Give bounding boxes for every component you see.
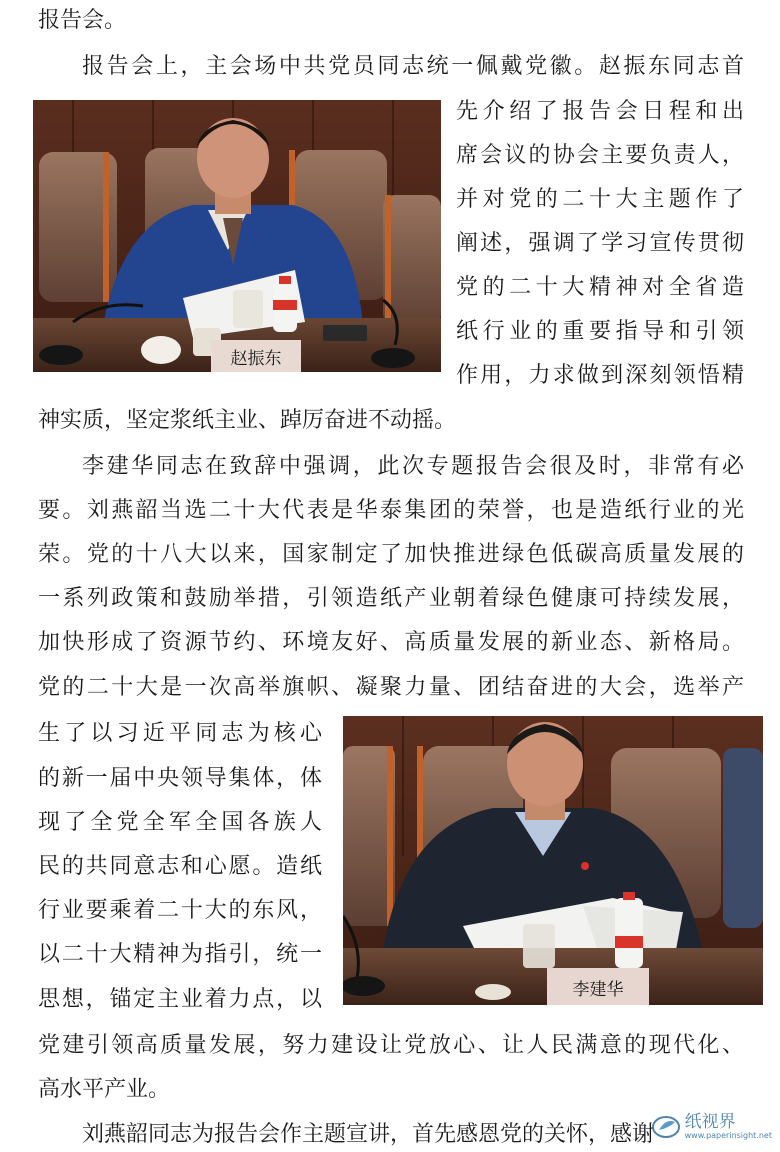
text-line: 要。刘燕韶当选二十大代表是华泰集团的荣誉，也是造纸行业的光 — [38, 498, 744, 523]
svg-text:李建华: 李建华 — [572, 980, 624, 1000]
text-line: 作用，力求做到深刻领悟精 — [456, 363, 744, 388]
text-line: 一系列政策和鼓励举措，引领造纸产业朝着绿色健康可持续发展， — [38, 586, 744, 611]
text-line: 阐述，强调了学习宣传贯彻 — [456, 231, 744, 256]
text-line: 民的共同意志和心愿。造纸 — [38, 854, 322, 879]
text-line: 席会议的协会主要负责人， — [456, 143, 744, 168]
text-line: 思想，锚定主业着力点，以 — [38, 987, 322, 1012]
text-line: 加快形成了资源节约、环境友好、高质量发展的新业态、新格局。 — [38, 630, 744, 655]
text-line: 生了以习近平同志为核心 — [38, 721, 322, 746]
photo-zhao-zhendong — [33, 100, 441, 372]
text-line: 并对党的二十大主题作了 — [456, 187, 744, 212]
text-line: 现了全党全军全国各族人 — [38, 810, 322, 835]
watermark-url: www.paperinsight.net — [684, 1131, 772, 1140]
text-line: 纸行业的重要指导和引领 — [456, 319, 744, 344]
text-line: 高水平产业。 — [38, 1077, 171, 1102]
text-line: 的新一届中央领导集体，体 — [38, 766, 322, 791]
text-line: 报告会上，主会场中共党员同志统一佩戴党徽。赵振东同志首 — [82, 54, 744, 79]
text-line: 行业要乘着二十大的东风， — [38, 898, 322, 923]
nameplate-li — [547, 968, 649, 1005]
text-line: 荣。党的十八大以来，国家制定了加快推进绿色低碳高质量发展的 — [38, 542, 744, 567]
text-line: 先介绍了报告会日程和出 — [456, 99, 744, 124]
watermark-title: 纸视界 — [684, 1112, 736, 1132]
text-line: 报告会。 — [38, 8, 127, 33]
text-line: 党的二十大精神对全省造 — [456, 275, 744, 300]
text-line: 党的二十大是一次高举旗帜、凝聚力量、团结奋进的大会，选举产 — [38, 675, 744, 700]
text-line: 刘燕韶同志为报告会作主题宣讲，首先感恩党的关怀，感谢 — [82, 1122, 655, 1147]
text-line: 党建引领高质量发展，努力建设让党放心、让人民满意的现代化、 — [38, 1033, 744, 1058]
text-line: 李建华同志在致辞中强调，此次专题报告会很及时，非常有必 — [82, 454, 744, 479]
text-line: 神实质，坚定浆纸主业、踔厉奋进不动摇。 — [38, 408, 457, 433]
leaf-logo-icon — [651, 1114, 681, 1140]
text-line: 以二十大精神为指引，统一 — [38, 942, 322, 967]
nameplate-zhao — [211, 340, 301, 372]
photo-li-jianhua — [343, 716, 763, 1005]
svg-text:赵振东: 赵振东 — [230, 349, 282, 369]
watermark-logo — [651, 1110, 772, 1144]
